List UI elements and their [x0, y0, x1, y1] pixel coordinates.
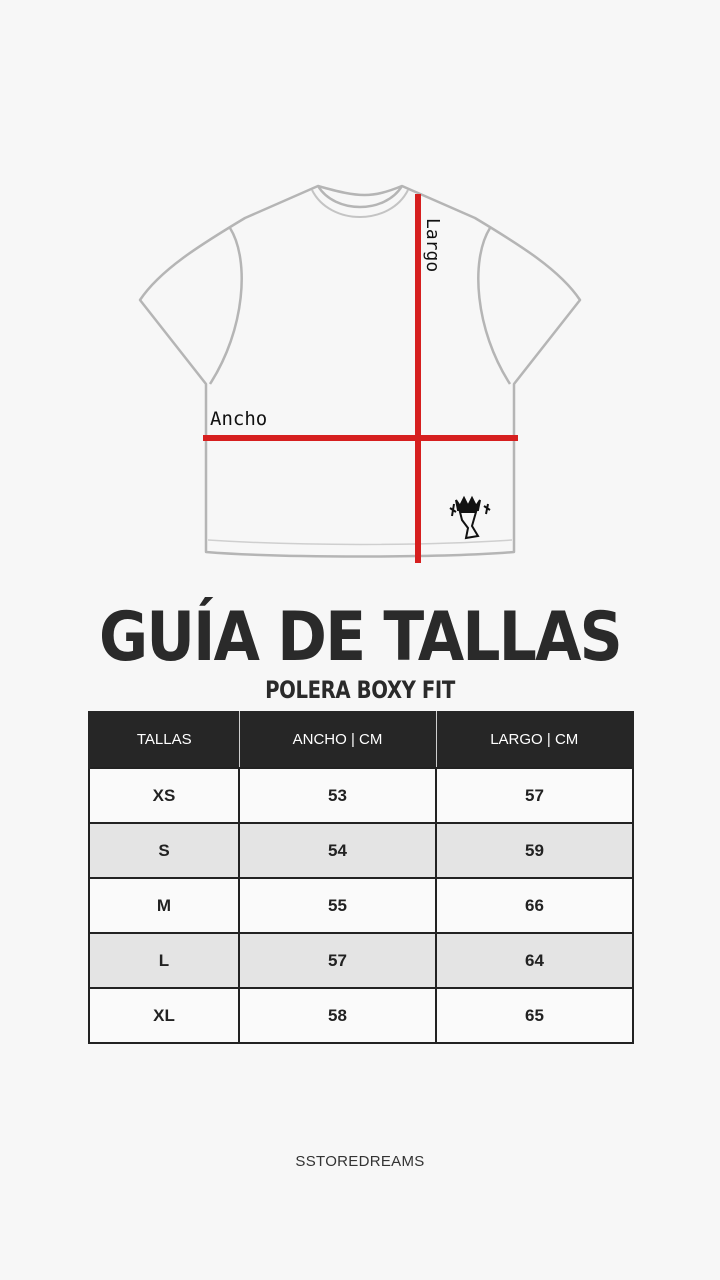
- tshirt-diagram: [0, 0, 720, 590]
- ancho-cell: 55: [239, 878, 436, 933]
- size-cell: L: [89, 933, 239, 988]
- column-header-tallas: TALLAS: [89, 711, 239, 768]
- largo-cell: 64: [436, 933, 633, 988]
- column-header-largo: LARGO | CM: [436, 711, 633, 768]
- largo-cell: 57: [436, 768, 633, 823]
- largo-cell: 66: [436, 878, 633, 933]
- largo-label: Largo: [422, 218, 443, 273]
- page-subtitle: POLERA BOXY FIT: [265, 676, 455, 704]
- size-cell: XS: [89, 768, 239, 823]
- largo-cell: 65: [436, 988, 633, 1043]
- ancho-cell: 53: [239, 768, 436, 823]
- column-header-ancho: ANCHO | CM: [239, 711, 436, 768]
- ancho-cell: 57: [239, 933, 436, 988]
- page-title: GUÍA DE TALLAS: [98, 598, 622, 677]
- size-table: [88, 711, 634, 1044]
- largo-cell: 59: [436, 823, 633, 878]
- tshirt-outline: [0, 0, 720, 590]
- table-row: [89, 768, 633, 823]
- table-row: [89, 988, 633, 1043]
- table-row: [89, 933, 633, 988]
- table-row: [89, 878, 633, 933]
- brand-footer: SSTOREDREAMS: [295, 1153, 425, 1170]
- size-cell: S: [89, 823, 239, 878]
- size-cell: M: [89, 878, 239, 933]
- size-table-header: [89, 711, 633, 768]
- ancho-cell: 58: [239, 988, 436, 1043]
- size-cell: XL: [89, 988, 239, 1043]
- ancho-label: Ancho: [210, 408, 268, 430]
- table-row: [89, 823, 633, 878]
- ancho-cell: 54: [239, 823, 436, 878]
